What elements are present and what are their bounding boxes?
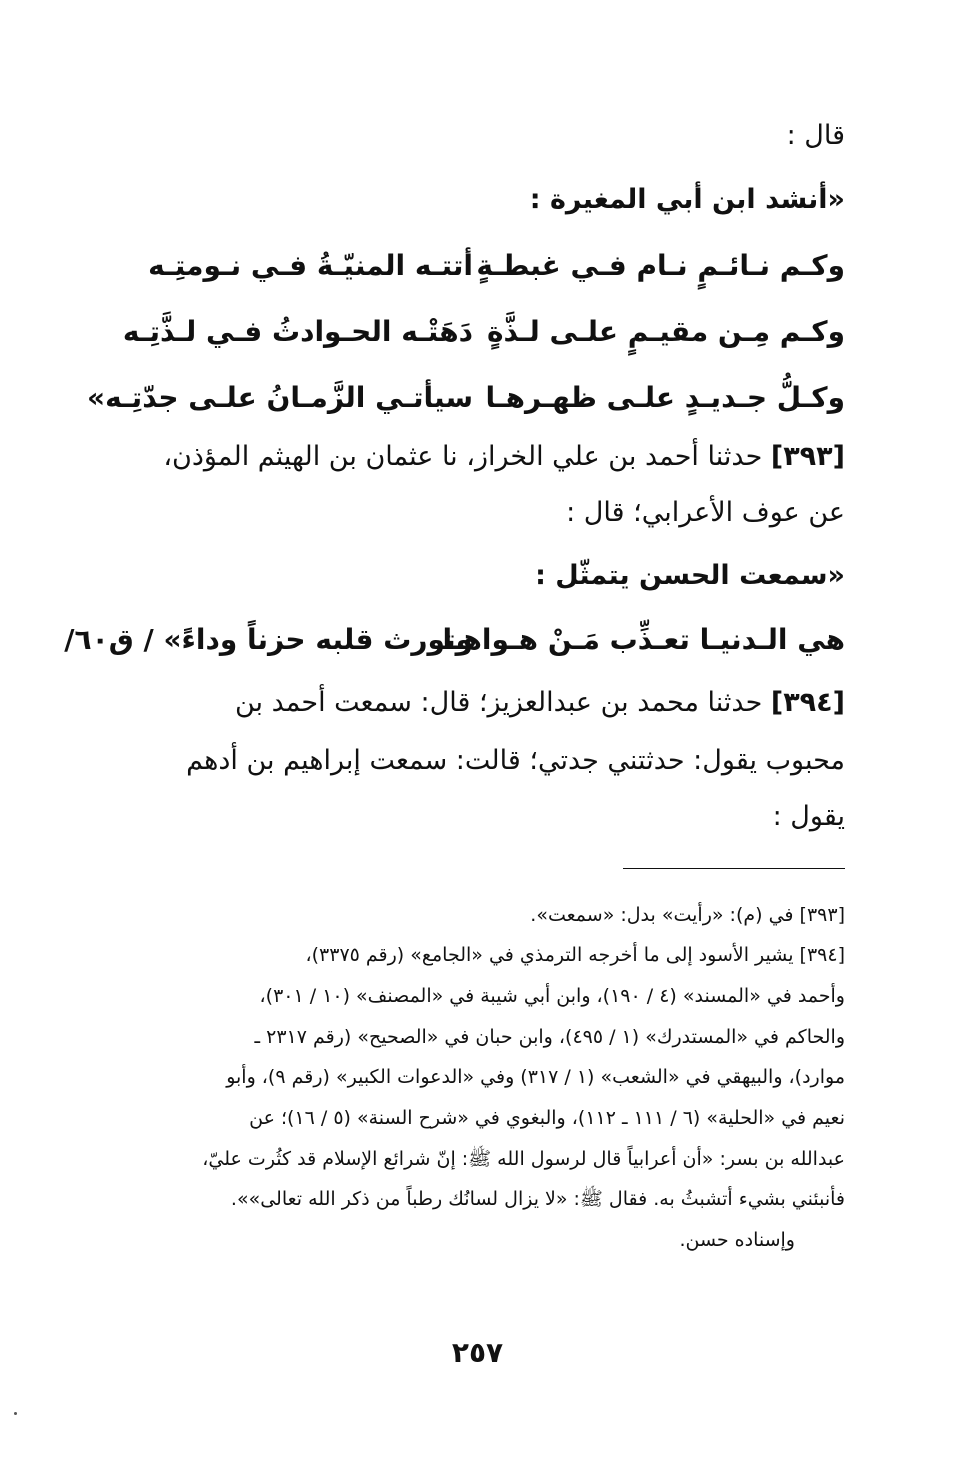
verse-2 [122,310,845,354]
footnote-line-5: موارد)، والبيهقي في «الشعب» (١ / ٣١٧) وفي «الدعوات الكبير» (رقم ٩)، وأبو [226,1066,845,1088]
footnote-line-2: [٣٩٤] يشير الأسود إلى ما أخرجه الترمذي في «الجامع» (رقم ٣٣٧٥)، [305,944,845,966]
verse-3-second-half: سيأتـي الزَّمـانُ علـى جدّتِـه» [87,381,473,414]
text-qala: قال : [786,120,845,151]
paragraph-394-line-2: محبوب يقول: حدثتني جدتي؛ قالت: سمعت إبراهيم بن أدهم [186,745,845,776]
paragraph-393-text: حدثنا أحمد بن علي الخراز، نا عثمان بن الهيثم المؤذن، [163,441,763,472]
scan-speck [14,1412,17,1415]
footnote-line-7: عبدالله بن بسر: «أن أعرابياً قال لرسول الله ﷺ: إنّ شرائع الإسلام قد كثُرت عليّ، [202,1148,845,1170]
paragraph-394-text: حدثنا محمد بن عبدالعزيز؛ قال: سمعت أحمد بن [234,687,763,718]
paragraph-394-number: [٣٩٤] [770,687,845,718]
verse-4 [64,618,845,662]
poem-intro-1: «أنشد ابن أبي المغيرة : [529,184,845,215]
verse-1-first-half: وكـم نـائـمٍ نـام فـي غبطـةٍ [476,249,845,282]
paragraph-394-line-3: يقول : [772,801,845,832]
footnote-separator [623,868,845,869]
verse-3 [87,376,845,420]
footnote-line-8: فأنبئني بشيء أتشبثُ به. فقال ﷺ: «لا يزال لسانُك رطباً من ذكر الله تعالى»». [230,1188,845,1210]
paragraph-394-line-1 [133,683,845,723]
verse-2-second-half: دَهَتْـه الحـوادثُ فـي لـذَّتِـه [122,315,473,348]
verse-3-first-half: وكـلُّ جـديـدٍ علـى ظهـرهـا [485,381,845,414]
verse-4-first-half: هي الـدنيـا تعـذِّب مَـنْ هـواهـا [442,623,845,656]
footnote-line-9: وإسناده حسن. [679,1229,795,1251]
footnote-line-3: وأحمد في «المسند» (٤ / ١٩٠)، وابن أبي شيبة في «المصنف» (١٠ / ٣٠١)، [259,985,845,1007]
verse-4-second-half: وتورث قلبه حزناً وداءً» / ق٦٠/ [64,623,473,656]
footnote-line-1: [٣٩٣] في (م): «رأيت» بدل: «سمعت». [530,904,845,926]
footnote-line-4: والحاكم في «المستدرك» (١ / ٤٩٥)، وابن حبان في «الصحيح» (رقم ٢٣١٧ ـ [254,1026,845,1048]
verse-1 [133,244,845,288]
footnote-line-6: نعيم في «الحلية» (٦ / ١١١ ـ ١١٢)، والبغوي في «شرح السنة» (٥ / ١٦)؛ عن [249,1107,845,1129]
verse-1-second-half: أتتـه المنيّـةُ فـي نـومتِـه [148,249,473,282]
paragraph-393-number: [٣٩٣] [770,441,845,472]
paragraph-393-line-1 [133,437,845,477]
poem-intro-2: «سمعت الحسن يتمثّل : [535,560,845,591]
page-number: ٢٥٧ [451,1336,504,1369]
paragraph-393-line-2: عن عوف الأعرابي؛ قال : [566,497,845,528]
verse-2-first-half: وكـم مِـن مقيـمٍ علـى لـذَّةٍ [487,315,845,348]
